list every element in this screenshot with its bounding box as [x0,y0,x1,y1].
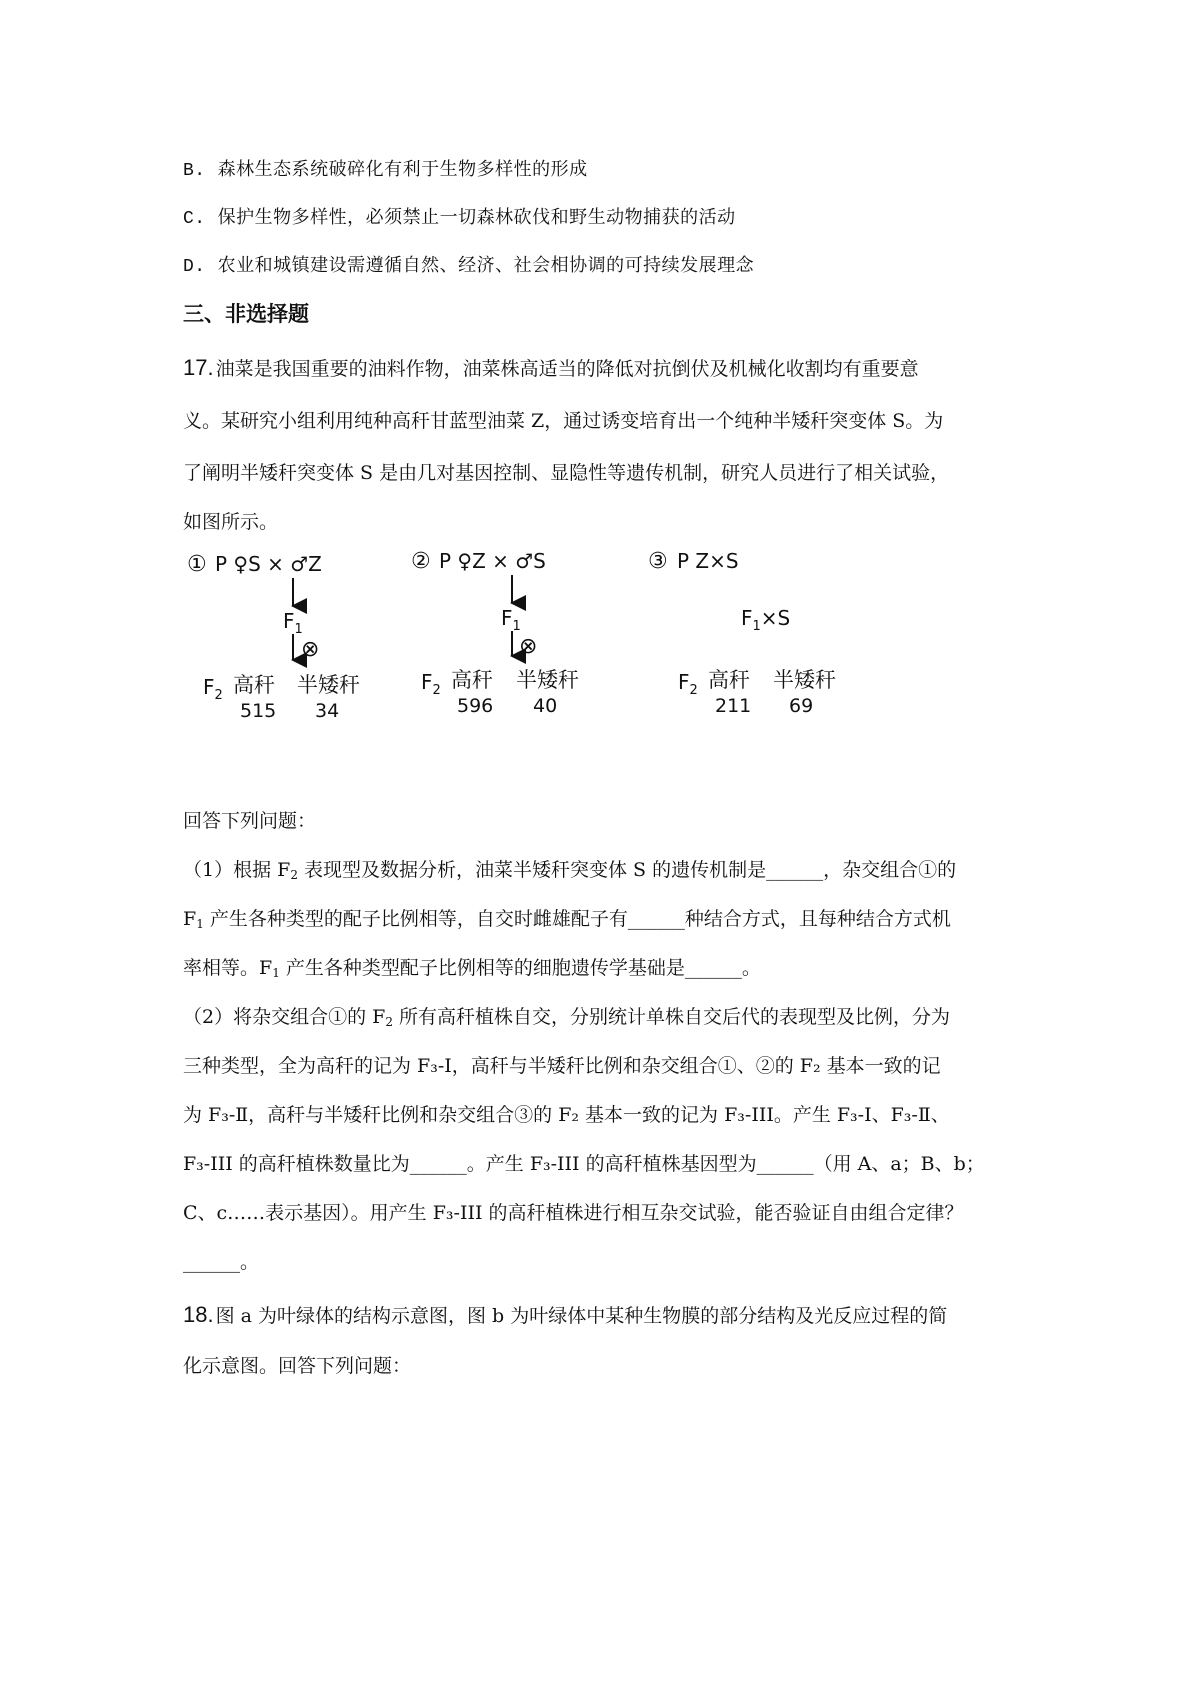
cross-1-tall: 高秆 [233,673,275,697]
cross-diagram [183,548,883,738]
q17-stem-line-3: 了阐明半矮秆突变体 S 是由几对基因控制、显隐性等遗传机制，研究人员进行了相关试验， [183,462,950,484]
cross-3-tall: 高秆 [708,668,750,692]
q18-number: 18. [183,1302,214,1327]
cross-2-f2: $F_2$ [421,670,441,698]
q17-part2-line-5: C、c……表示基因）。用产生 F₃-III 的高秆植株进行相互杂交试验，能否验证自由组合定律？ [183,1202,964,1224]
cross-2-short: 半矮秆 [516,668,579,692]
selfing-icon: ⊗ [301,637,320,662]
option-text: 森林生态系统破碎化有利于生物多样性的形成 [217,159,588,180]
q17-part2-line-1: （2）将杂交组合①的 $F_2$ 所有高秆植株自交，分别统计单株自交后代的表现型及比例，分为 [183,1006,950,1029]
q17-part1-line-2: $F_1$ 产生各种类型的配子比例相等，自交时雌雄配子有______种结合方式，且每种结合方式机 [183,908,951,931]
cross-3-label: ③ [648,549,668,574]
cross-1-tall-count: 515 [240,700,277,722]
cross-2-tall-count: 596 [457,695,494,717]
cross-2-short-count: 40 [533,695,558,717]
q17-part2-line-3: 为 F₃-Ⅱ，高秆与半矮秆比例和杂交组合③的 F₂ 基本一致的记为 F₃-III。产生 F₃-Ⅰ、F₃-Ⅱ、 [183,1104,950,1126]
cross-1-parents: P ♀S × ♂Z [215,552,322,576]
q17-stem-line-1 [183,355,919,382]
option-b [183,157,588,184]
q18-stem-line-2: 化示意图。回答下列问题： [183,1355,412,1377]
q17-number: 17. [183,355,214,380]
cross-1-f2: $F_2$ [203,675,223,703]
option-key: D. [183,257,206,277]
cross-3-parents: P Z×S [677,549,739,573]
cross-1-f1: $F_1$ [283,609,303,637]
selfing-icon: ⊗ [519,634,538,659]
cross-2 [411,549,579,717]
option-c [183,205,736,232]
option-text: 保护生物多样性，必须禁止一切森林砍伐和野生动物捕获的活动 [217,207,736,228]
q17-prompt: 回答下列问题： [183,810,317,832]
q17-part1-line-1: （1）根据 $F_2$ 表现型及数据分析，油菜半矮秆突变体 S 的遗传机制是______，杂交组合①的 [183,859,957,882]
q17-part2-line-6: ______。 [183,1251,260,1273]
q17-part2-line-4: F₃-III 的高秆植株数量比为______。产生 F₃-III 的高秆植株基因型为______（用 A、a；B、b； [183,1153,985,1175]
cross-3-short: 半矮秆 [773,668,836,692]
q18-stem-line-1 [183,1302,947,1329]
cross-3-f2: $F_2$ [678,670,698,698]
option-key: C. [183,209,206,229]
cross-1-short-count: 34 [315,700,340,722]
option-text: 农业和城镇建设需遵循自然、经济、社会相协调的可持续发展理念 [217,255,755,276]
q17-stem-line-4: 如图所示。 [183,511,279,533]
section-title: 三、非选择题 [183,302,309,326]
cross-2-parents: P ♀Z × ♂S [439,549,546,573]
cross-2-tall: 高秆 [451,668,493,692]
q17-part1-line-3: 率相等。$F_1$ 产生各种类型配子比例相等的细胞遗传学基础是______。 [183,957,761,980]
option-key: B. [183,161,206,181]
q17-stem-line-2: 义。某研究小组利用纯种高秆甘蓝型油菜 Z，通过诱变培育出一个纯种半矮秆突变体 S。为 [183,410,944,432]
option-d [183,253,754,280]
q18-stem-text: 图 a 为叶绿体的结构示意图，图 b 为叶绿体中某种生物膜的部分结构及光反应过程的简 [215,1305,948,1327]
q17-part2-line-2: 三种类型，全为高秆的记为 F₃-Ⅰ，高秆与半矮秆比例和杂交组合①、②的 F₂ 基本一致的记 [183,1055,941,1077]
cross-1-label: ① [187,552,207,577]
cross-2-label: ② [411,549,431,574]
cross-3-short-count: 69 [789,695,814,717]
cross-1-short: 半矮秆 [297,673,360,697]
cross-3-tall-count: 211 [715,695,752,717]
cross-3 [648,549,836,717]
q17-stem-text: 油菜是我国重要的油料作物，油菜株高适当的降低对抗倒伏及机械化收割均有重要意 [215,358,919,380]
cross-2-f1: $F_1$ [501,606,521,634]
cross-3-f1-cross: $F_1\times S$ [741,606,791,634]
cross-1 [187,552,360,722]
